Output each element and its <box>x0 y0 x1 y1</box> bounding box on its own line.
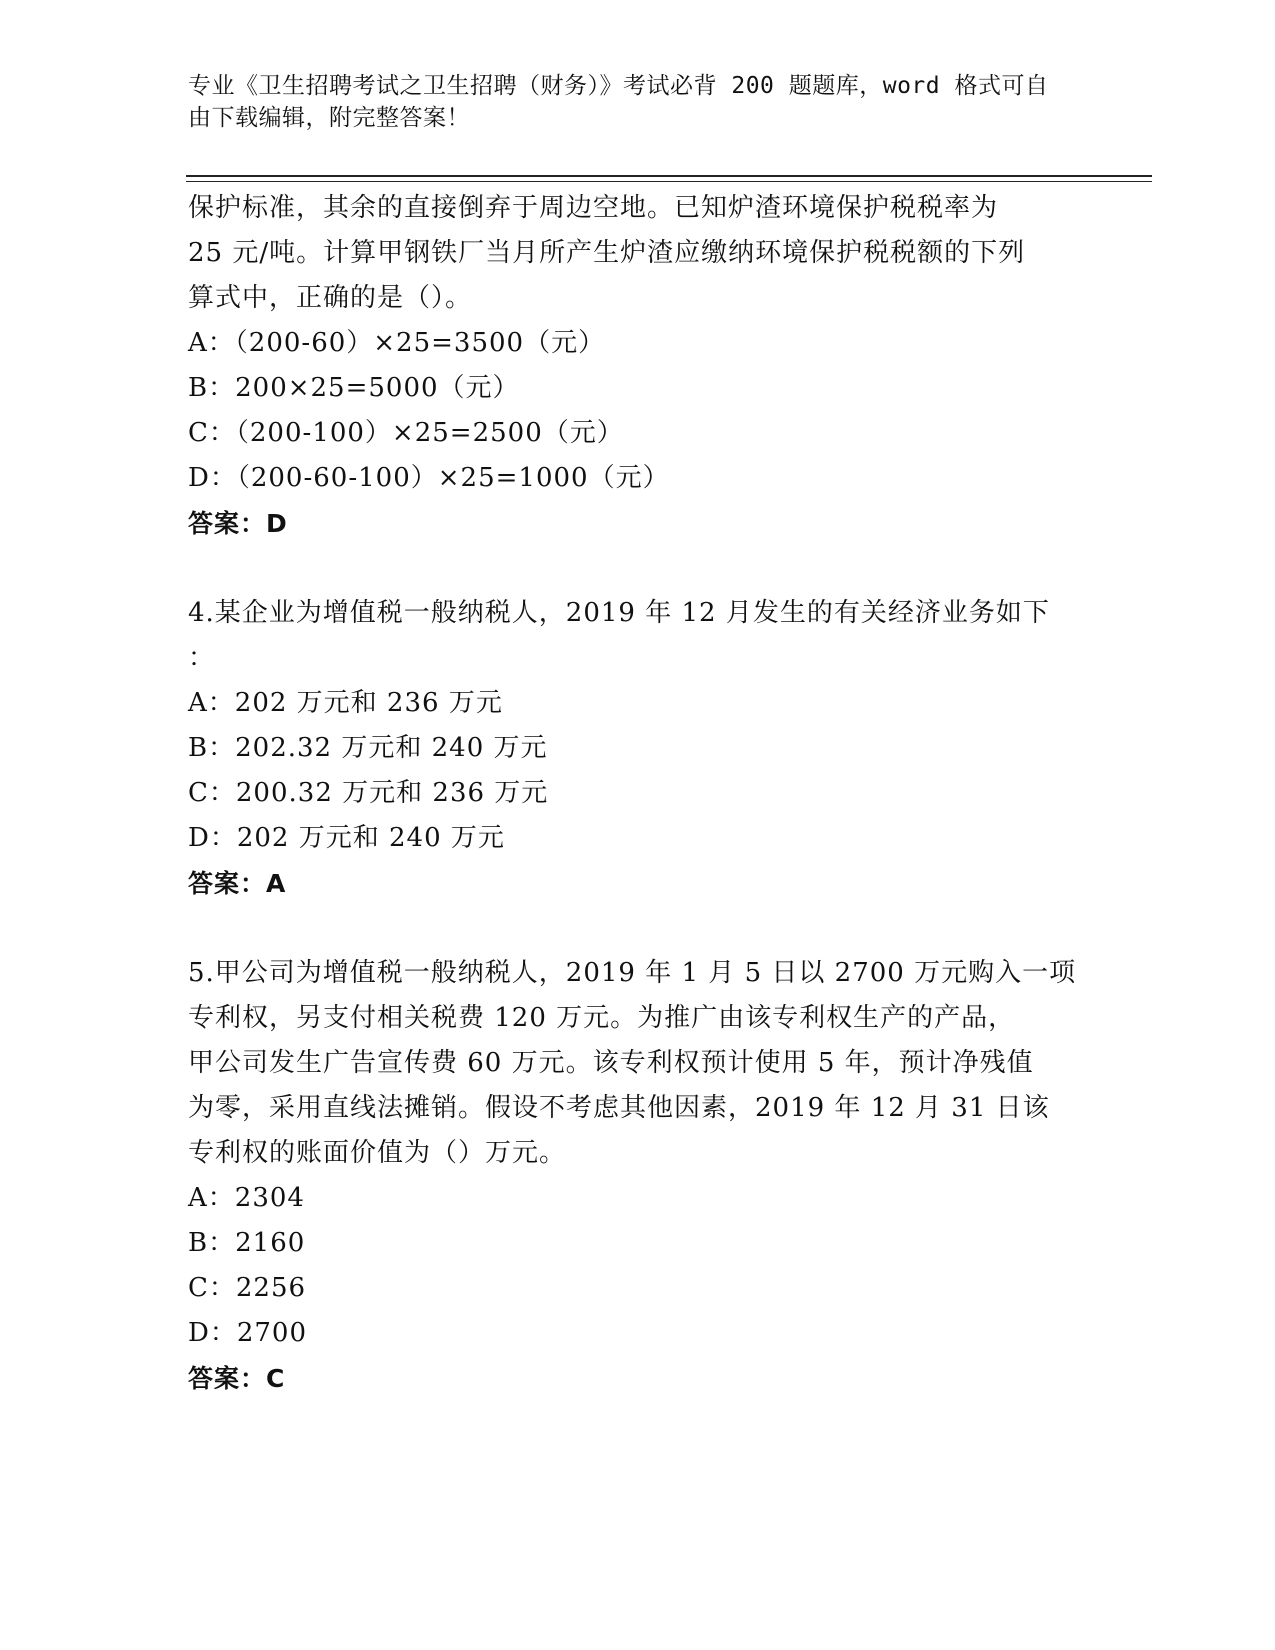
question-4-text-line: 4.某企业为增值税一般纳税人，2019 年 12 月发生的有关经济业务如下 <box>188 598 1050 628</box>
question-4-option-c: C：200.32 万元和 236 万元 <box>188 778 549 808</box>
question-4-option-d: D：202 万元和 240 万元 <box>188 823 505 853</box>
question-4-text-line: ： <box>188 643 216 673</box>
question-5-option-a: A：2304 <box>188 1183 305 1213</box>
document-header <box>188 70 1068 134</box>
header-title-line-1: 专业《卫生招聘考试之卫生招聘（财务）》考试必背 200 题题库，word 格式可自 <box>188 73 1049 99</box>
question-3-option-c: C：（200-100）×25=2500（元） <box>188 418 624 448</box>
question-5-option-c: C：2256 <box>188 1273 307 1303</box>
question-4-option-b: B：202.32 万元和 240 万元 <box>188 733 548 763</box>
question-3-option-d: D：（200-60-100）×25=1000（元） <box>188 463 670 493</box>
question-spacer <box>188 546 1088 591</box>
document-body <box>188 186 1088 1401</box>
question-3-text-line: 算式中，正确的是（）。 <box>188 283 473 313</box>
question-5 <box>188 951 1088 1401</box>
question-5-text-line: 专利权的账面价值为（）万元。 <box>188 1138 567 1168</box>
question-3-option-a: A：（200-60）×25=3500（元） <box>188 328 606 358</box>
question-5-answer: 答案：C <box>188 1364 286 1393</box>
question-5-option-d: D：2700 <box>188 1318 308 1348</box>
question-5-text-line: 为零，采用直线法摊销。假设不考虑其他因素，2019 年 12 月 31 日该 <box>188 1093 1050 1123</box>
question-5-text-line: 专利权，另支付相关税费 120 万元。为推广由该专利权生产的产品， <box>188 1003 1016 1033</box>
question-3 <box>188 186 1088 546</box>
question-3-answer: 答案：D <box>188 509 288 538</box>
question-4-option-a: A：202 万元和 236 万元 <box>188 688 503 718</box>
question-spacer <box>188 906 1088 951</box>
question-3-text-line: 保护标准，其余的直接倒弃于周边空地。已知炉渣环境保护税税率为 <box>188 193 999 223</box>
question-3-option-b: B：200×25=5000（元） <box>188 373 520 403</box>
header-divider-thick <box>186 175 1152 177</box>
question-4-answer: 答案：A <box>188 869 287 898</box>
question-4 <box>188 591 1088 906</box>
header-title-line-2: 由下载编辑，附完整答案！ <box>188 105 470 131</box>
header-divider-thin <box>186 181 1152 182</box>
question-5-option-b: B：2160 <box>188 1228 306 1258</box>
question-3-text-line: 25 元/吨。计算甲钢铁厂当月所产生炉渣应缴纳环境保护税税额的下列 <box>188 238 1026 268</box>
question-5-text-line: 5.甲公司为增值税一般纳税人，2019 年 1 月 5 日以 2700 万元购入一项 <box>188 958 1077 988</box>
question-5-text-line: 甲公司发生广告宣传费 60 万元。该专利权预计使用 5 年，预计净残值 <box>188 1048 1034 1078</box>
